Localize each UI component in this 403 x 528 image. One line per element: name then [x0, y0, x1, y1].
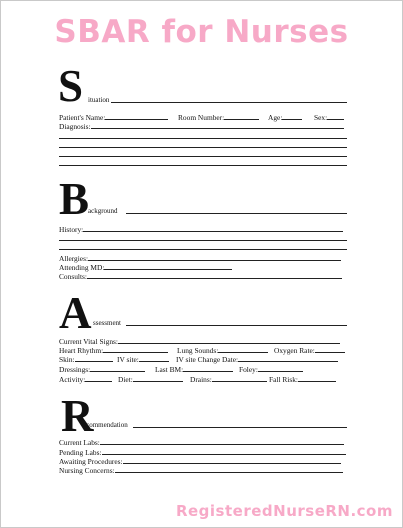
pending-labs-label: Pending Labs: — [59, 448, 102, 457]
current-vitals-field[interactable] — [59, 337, 340, 345]
foley-field[interactable] — [239, 365, 303, 373]
current-vitals-label: Current Vital Signs: — [59, 337, 118, 346]
room-number-label: Room Number: — [178, 113, 225, 122]
attending-md-label: Attending MD: — [59, 263, 105, 272]
nursing-concerns-field[interactable] — [59, 466, 343, 474]
age-label: Age: — [268, 113, 283, 122]
dressings-label: Dressings: — [59, 365, 91, 374]
history-line[interactable] — [59, 240, 347, 241]
history-line[interactable] — [59, 249, 347, 250]
sex-label: Sex: — [314, 113, 328, 122]
page-title: SBAR for Nurses — [54, 14, 349, 50]
diagnosis-label: Diagnosis: — [59, 122, 91, 131]
history-field[interactable] — [59, 225, 343, 233]
age-field[interactable] — [268, 113, 302, 121]
activity-field[interactable] — [59, 375, 112, 383]
fall-risk-field[interactable] — [269, 375, 336, 383]
recommendation-line — [133, 427, 347, 428]
patient-name-label: Patient's Name: — [59, 113, 106, 122]
awaiting-procedures-field[interactable] — [59, 457, 341, 465]
background-line — [126, 213, 347, 214]
drains-label: Drains: — [190, 375, 212, 384]
consults-label: Consults: — [59, 272, 87, 281]
awaiting-procedures-label: Awaiting Procedures: — [59, 457, 123, 466]
lung-sounds-field[interactable] — [177, 346, 268, 354]
heart-rhythm-label: Heart Rhythm: — [59, 346, 104, 355]
iv-site-label: IV site: — [117, 355, 139, 364]
iv-site-field[interactable] — [117, 355, 169, 363]
skin-label: Skin: — [59, 355, 75, 364]
diagnosis-field[interactable] — [59, 122, 344, 130]
attending-md-field[interactable] — [59, 263, 232, 271]
foley-label: Foley: — [239, 365, 258, 374]
current-labs-label: Current Labs: — [59, 438, 100, 447]
situation-word: ituation — [88, 96, 110, 104]
assessment-letter: A — [59, 288, 92, 338]
history-label: History: — [59, 225, 84, 234]
room-number-field[interactable] — [178, 113, 259, 121]
iv-site-change-label: IV site Change Date: — [176, 355, 239, 364]
diagnosis-line[interactable] — [59, 138, 347, 139]
iv-site-change-field[interactable] — [176, 355, 338, 363]
diet-label: Diet: — [118, 375, 133, 384]
diagnosis-line[interactable] — [59, 165, 347, 166]
oxygen-rate-field[interactable] — [274, 346, 345, 354]
skin-field[interactable] — [59, 355, 113, 363]
sex-field[interactable] — [314, 113, 344, 121]
heart-rhythm-field[interactable] — [59, 346, 168, 354]
lung-sounds-label: Lung Sounds: — [177, 346, 219, 355]
oxygen-rate-label: Oxygen Rate: — [274, 346, 315, 355]
dressings-field[interactable] — [59, 365, 145, 373]
patient-name-field[interactable] — [59, 113, 168, 121]
situation-letter: S — [58, 61, 84, 111]
last-bm-label: Last BM: — [155, 365, 184, 374]
recommendation-letter: R — [61, 391, 94, 441]
assessment-word: ssessment — [93, 319, 121, 327]
activity-label: Activity: — [59, 375, 86, 384]
assessment-line — [126, 325, 347, 326]
diet-field[interactable] — [118, 375, 183, 383]
footer-website: RegisteredNurseRN.com — [175, 502, 393, 520]
background-letter: B — [59, 174, 90, 224]
recommendation-word: ecommendation — [83, 421, 128, 429]
situation-line — [111, 102, 347, 103]
last-bm-field[interactable] — [155, 365, 233, 373]
diagnosis-line[interactable] — [59, 156, 347, 157]
nursing-concerns-label: Nursing Concerns: — [59, 466, 115, 475]
background-word: ackground — [88, 207, 118, 215]
diagnosis-line[interactable] — [59, 147, 347, 148]
consults-field[interactable] — [59, 272, 342, 280]
drains-field[interactable] — [190, 375, 267, 383]
current-labs-field[interactable] — [59, 438, 344, 446]
allergies-field[interactable] — [59, 254, 341, 262]
fall-risk-label: Fall Risk: — [269, 375, 298, 384]
pending-labs-field[interactable] — [59, 448, 346, 456]
allergies-label: Allergies: — [59, 254, 89, 263]
